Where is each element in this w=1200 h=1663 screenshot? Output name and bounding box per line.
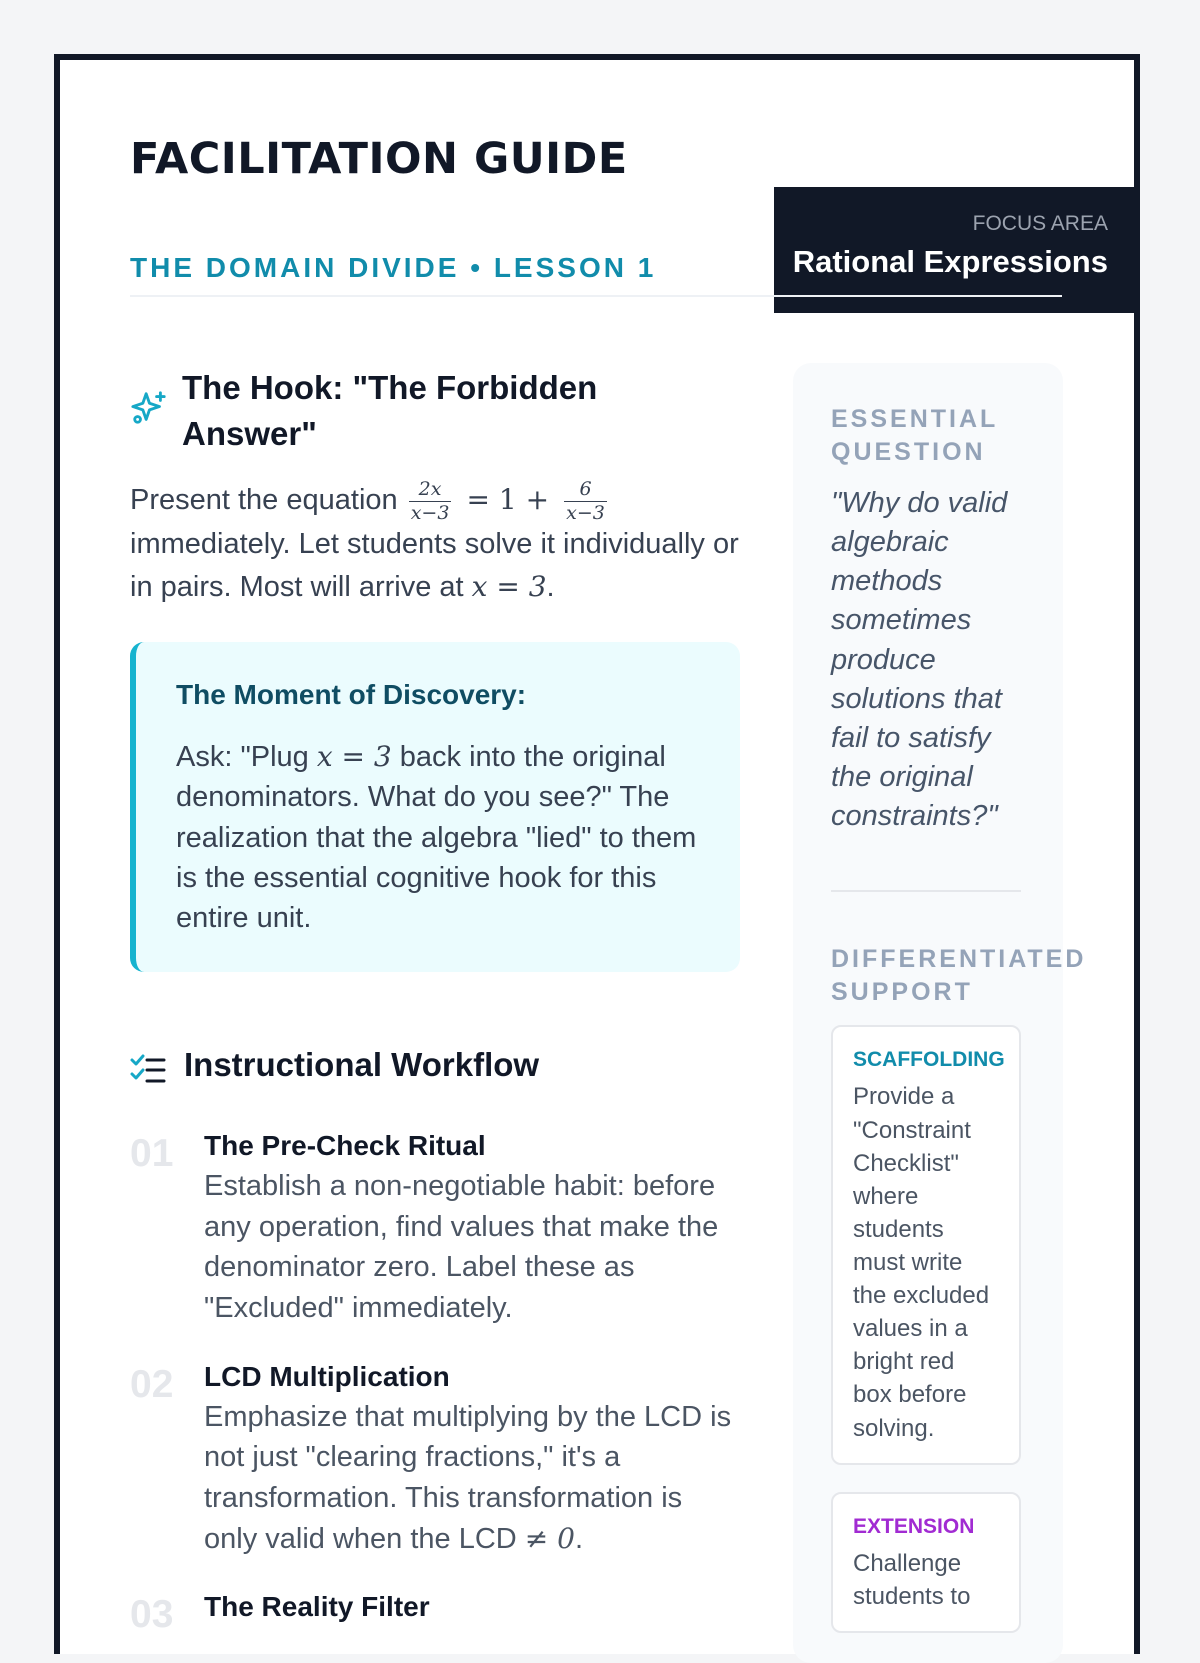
workflow-step — [130, 1128, 740, 1329]
discovery-math: x = 3 — [316, 740, 392, 774]
differentiated-support-label: DIFFERENTIATED SUPPORT — [831, 945, 1087, 1006]
workflow-step-title: LCD Multiplication — [204, 1360, 450, 1392]
scaffolding-card — [831, 1025, 1021, 1464]
equation-middle: = 1 + — [466, 483, 550, 517]
checklist-icon — [130, 1052, 166, 1088]
workflow-section-title — [130, 1042, 740, 1088]
focus-area-label: FOCUS AREA — [972, 212, 1108, 235]
focus-area-value: Rational Expressions — [792, 244, 1108, 279]
extension-card — [831, 1492, 1021, 1633]
workflow-step-number: 03 — [130, 1593, 174, 1637]
discovery-body — [176, 737, 698, 937]
discovery-text-before-math: Ask: "Plug — [176, 741, 317, 774]
scaffolding-text: Provide a "Constraint Checklist" where students must write the excluded values in a bright red box before solving. — [853, 1083, 990, 1442]
discovery-title: The Moment of Discovery: — [176, 678, 527, 710]
equation-right-fraction — [564, 480, 607, 523]
facilitation-guide-page — [54, 54, 1140, 1654]
essential-question: "Why do valid algebraic methods sometimes produce solutions that fail to satisfy the original constraints?" — [831, 487, 1008, 833]
workflow-step-body-suffix: . — [574, 1522, 584, 1555]
workflow-step-math: ≠ 0 — [524, 1521, 575, 1555]
hook-intro-prefix: Present the equation — [130, 484, 398, 517]
main-content — [130, 365, 740, 1637]
sidebar-divider — [831, 890, 1021, 892]
workflow-title-text: Instructional Workflow — [184, 1045, 540, 1083]
hook-answer: x = 3 — [471, 569, 547, 603]
workflow-step-number: 01 — [130, 1131, 174, 1175]
workflow-step-title: The Reality Filter — [204, 1591, 430, 1623]
workflow-step-number: 02 — [130, 1362, 174, 1406]
workflow-step — [130, 1589, 740, 1637]
hook-title-text: The Hook: "The Forbidden Answer" — [182, 369, 598, 453]
discovery-text-after-math: back into the original denominators. What do you see?" The realization that the algebra "lied" to them is the essential cognitive hook for this entire unit. — [176, 741, 697, 934]
equation-right-numerator: 6 — [564, 480, 607, 502]
discovery-callout — [130, 642, 740, 972]
hook-instructions — [130, 479, 740, 608]
header-divider — [130, 295, 1062, 297]
sparkle-icon — [130, 389, 168, 427]
equation-right-denominator: x−3 — [566, 502, 605, 525]
hook-answer-end: . — [546, 570, 555, 603]
extension-label: EXTENSION — [853, 1514, 975, 1538]
workflow-step — [130, 1359, 740, 1560]
workflow-step-body-prefix: Emphasize that multiplying by the LCD is not just "clearing fractions," it's a transformation. This transformation is only valid when the LCD — [204, 1400, 732, 1555]
guide-header — [130, 126, 1108, 283]
lesson-subtitle: THE DOMAIN DIVIDE • LESSON 1 — [130, 252, 657, 283]
extension-text: Challenge students to — [853, 1549, 971, 1610]
workflow-step-title: The Pre-Check Ritual — [204, 1129, 486, 1161]
scaffolding-label: SCAFFOLDING — [853, 1048, 1005, 1072]
sidebar — [793, 363, 1087, 1663]
equation-left-fraction — [409, 480, 452, 523]
equation-left-numerator: 2x — [409, 480, 452, 502]
workflow-step-body: Establish a non-negotiable habit: before any operation, find values that make the denominator zero. Label these as "Excluded" immediately. — [204, 1170, 719, 1324]
workflow-step-body — [204, 1397, 740, 1559]
page-title: FACILITATION GUIDE — [130, 134, 628, 184]
equation-left-denominator: x−3 — [410, 502, 450, 525]
hook-intro-suffix: immediately. Let students solve it individually or in pairs. Most will arrive at — [130, 528, 739, 603]
hook-section-title — [130, 365, 702, 457]
essential-question-label: ESSENTIAL QUESTION — [831, 405, 998, 466]
